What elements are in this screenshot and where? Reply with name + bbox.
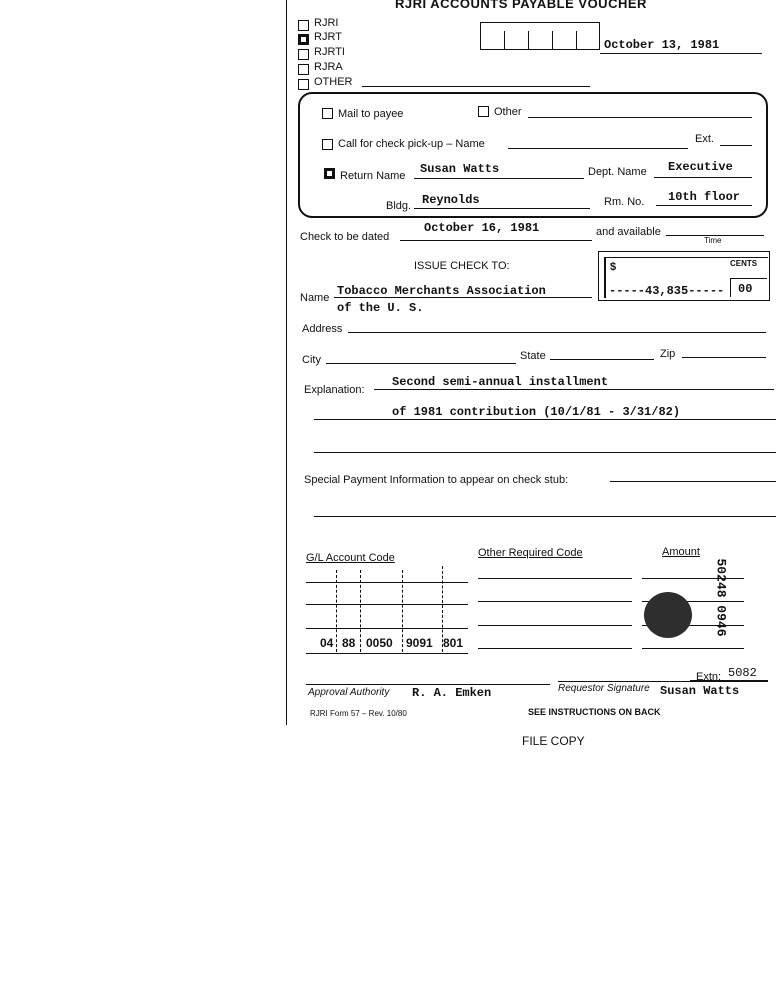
company-rjrti-label: RJRTI xyxy=(314,46,345,58)
gl-code-1: 04 xyxy=(320,636,334,650)
side-number: 50248 0946 xyxy=(713,558,729,637)
available-label: and available xyxy=(596,226,661,238)
gl-row-1 xyxy=(306,582,468,583)
approval-line xyxy=(306,684,550,685)
approval-name: R. A. Emken xyxy=(412,686,492,700)
city-label: City xyxy=(302,354,321,366)
requestor-line xyxy=(558,681,768,682)
return-name-label: Return Name xyxy=(340,170,406,182)
gl-divider-2 xyxy=(360,570,361,652)
form-title: RJRI ACCOUNTS PAYABLE VOUCHER xyxy=(395,0,647,11)
special-payment-label: Special Payment Information to appear on check stub: xyxy=(304,474,569,486)
dept-value: Executive xyxy=(668,160,733,174)
call-pickup-label: Call for check pick-up – Name xyxy=(338,138,485,150)
rm-label: Rm. No. xyxy=(604,196,645,208)
return-name-line xyxy=(414,178,584,179)
gl-row-3 xyxy=(306,628,468,629)
company-other-label: OTHER xyxy=(314,76,353,88)
payee-line-1: Tobacco Merchants Association xyxy=(337,284,546,298)
bldg-label: Bldg. xyxy=(386,200,412,212)
checkbox-return[interactable] xyxy=(324,168,335,179)
check-dated-label: Check to be dated xyxy=(300,231,390,243)
gl-code-3: 0050 xyxy=(366,636,393,650)
gl-divider-1 xyxy=(336,570,337,652)
company-rjra-label: RJRA xyxy=(314,61,343,73)
ext-line xyxy=(720,145,752,146)
state-label: State xyxy=(520,350,546,362)
gl-code-4: 9091 xyxy=(406,636,433,650)
requestor-label: Requestor Signature xyxy=(558,683,650,694)
amount-dollars: -----43,835----- xyxy=(609,284,725,298)
dept-line xyxy=(654,177,752,178)
other-code-row-2 xyxy=(478,601,632,602)
ext-label: Ext. xyxy=(695,133,714,145)
other-company-line xyxy=(362,86,590,87)
gl-row-4 xyxy=(306,653,468,654)
extn-value: 5082 xyxy=(728,666,757,680)
return-name-value: Susan Watts xyxy=(420,162,500,176)
company-rjri-label: RJRI xyxy=(314,17,339,29)
date-line xyxy=(600,53,762,54)
explanation-line-1: Second semi-annual installment xyxy=(392,375,609,389)
voucher-number-boxes[interactable] xyxy=(480,22,600,50)
form-number: RJRI Form 57 – Rev. 10/80 xyxy=(310,709,407,718)
checkbox-call-pickup[interactable] xyxy=(322,139,333,150)
file-copy-label: FILE COPY xyxy=(522,734,585,748)
check-dated-line xyxy=(400,240,592,241)
rm-value: 10th floor xyxy=(668,190,741,204)
amount-row-1 xyxy=(642,578,744,579)
page-margin-line xyxy=(286,0,287,725)
mail-to-payee-label: Mail to payee xyxy=(338,108,404,120)
explanation-rule-2 xyxy=(314,419,776,420)
address-line xyxy=(348,332,766,333)
approval-label: Approval Authority xyxy=(308,687,390,698)
special-payment-line-1 xyxy=(610,481,776,482)
dollar-sign: $ xyxy=(610,261,617,273)
explanation-line-2: of 1981 contribution (10/1/81 - 3/31/82) xyxy=(392,405,681,419)
extn-label: Extn: xyxy=(696,671,722,683)
cents-label: CENTS xyxy=(730,259,758,268)
checkbox-rjrti[interactable] xyxy=(298,49,309,60)
payee-line-2: of the U. S. xyxy=(337,301,424,315)
gl-divider-3 xyxy=(402,570,403,652)
checkbox-rjra[interactable] xyxy=(298,64,309,75)
other-code-row-4 xyxy=(478,648,632,649)
pickup-name-line xyxy=(508,148,688,149)
zip-label: Zip xyxy=(660,348,676,360)
bldg-line xyxy=(414,208,590,209)
checkbox-rjri[interactable] xyxy=(298,20,309,31)
other-code-row-3 xyxy=(478,625,632,626)
address-label: Address xyxy=(302,323,343,335)
instructions-note: SEE INSTRUCTIONS ON BACK xyxy=(528,707,661,717)
state-line xyxy=(550,359,654,360)
special-payment-line-2 xyxy=(314,516,776,517)
gl-code-2: 88 xyxy=(342,636,356,650)
zip-line xyxy=(682,357,766,358)
explanation-label: Explanation: xyxy=(304,384,365,396)
payee-line xyxy=(334,297,592,298)
gl-row-2 xyxy=(306,604,468,605)
amount-cents: 00 xyxy=(738,282,753,296)
checkbox-other[interactable] xyxy=(298,79,309,90)
voucher-date: October 13, 1981 xyxy=(604,38,720,52)
gl-account-label: G/L Account Code xyxy=(306,552,395,564)
other-code-label: Other Required Code xyxy=(478,547,583,559)
amount-col-label: Amount xyxy=(662,546,700,558)
amount-row-4 xyxy=(642,648,744,649)
issue-check-label: ISSUE CHECK TO: xyxy=(414,260,510,272)
punch-hole xyxy=(644,592,692,638)
gl-code-5: 801 xyxy=(443,636,464,650)
check-dated-value: October 16, 1981 xyxy=(424,221,540,235)
other-delivery-label: Other xyxy=(494,106,522,118)
explanation-rule-3 xyxy=(314,452,776,453)
other-delivery-line xyxy=(528,117,752,118)
other-code-row-1 xyxy=(478,578,632,579)
city-line xyxy=(326,363,516,364)
requestor-name: Susan Watts xyxy=(660,684,740,698)
name-label: Name xyxy=(300,292,330,304)
dept-label: Dept. Name xyxy=(588,166,647,178)
company-rjrt-label: RJRT xyxy=(314,31,342,43)
explanation-rule-1 xyxy=(374,389,774,390)
time-label: Time xyxy=(704,236,722,245)
checkbox-other-delivery[interactable] xyxy=(478,106,489,117)
rm-line xyxy=(656,205,752,206)
checkbox-mail-to-payee[interactable] xyxy=(322,108,333,119)
bldg-value: Reynolds xyxy=(422,193,480,207)
checkbox-rjrt[interactable] xyxy=(298,34,309,45)
